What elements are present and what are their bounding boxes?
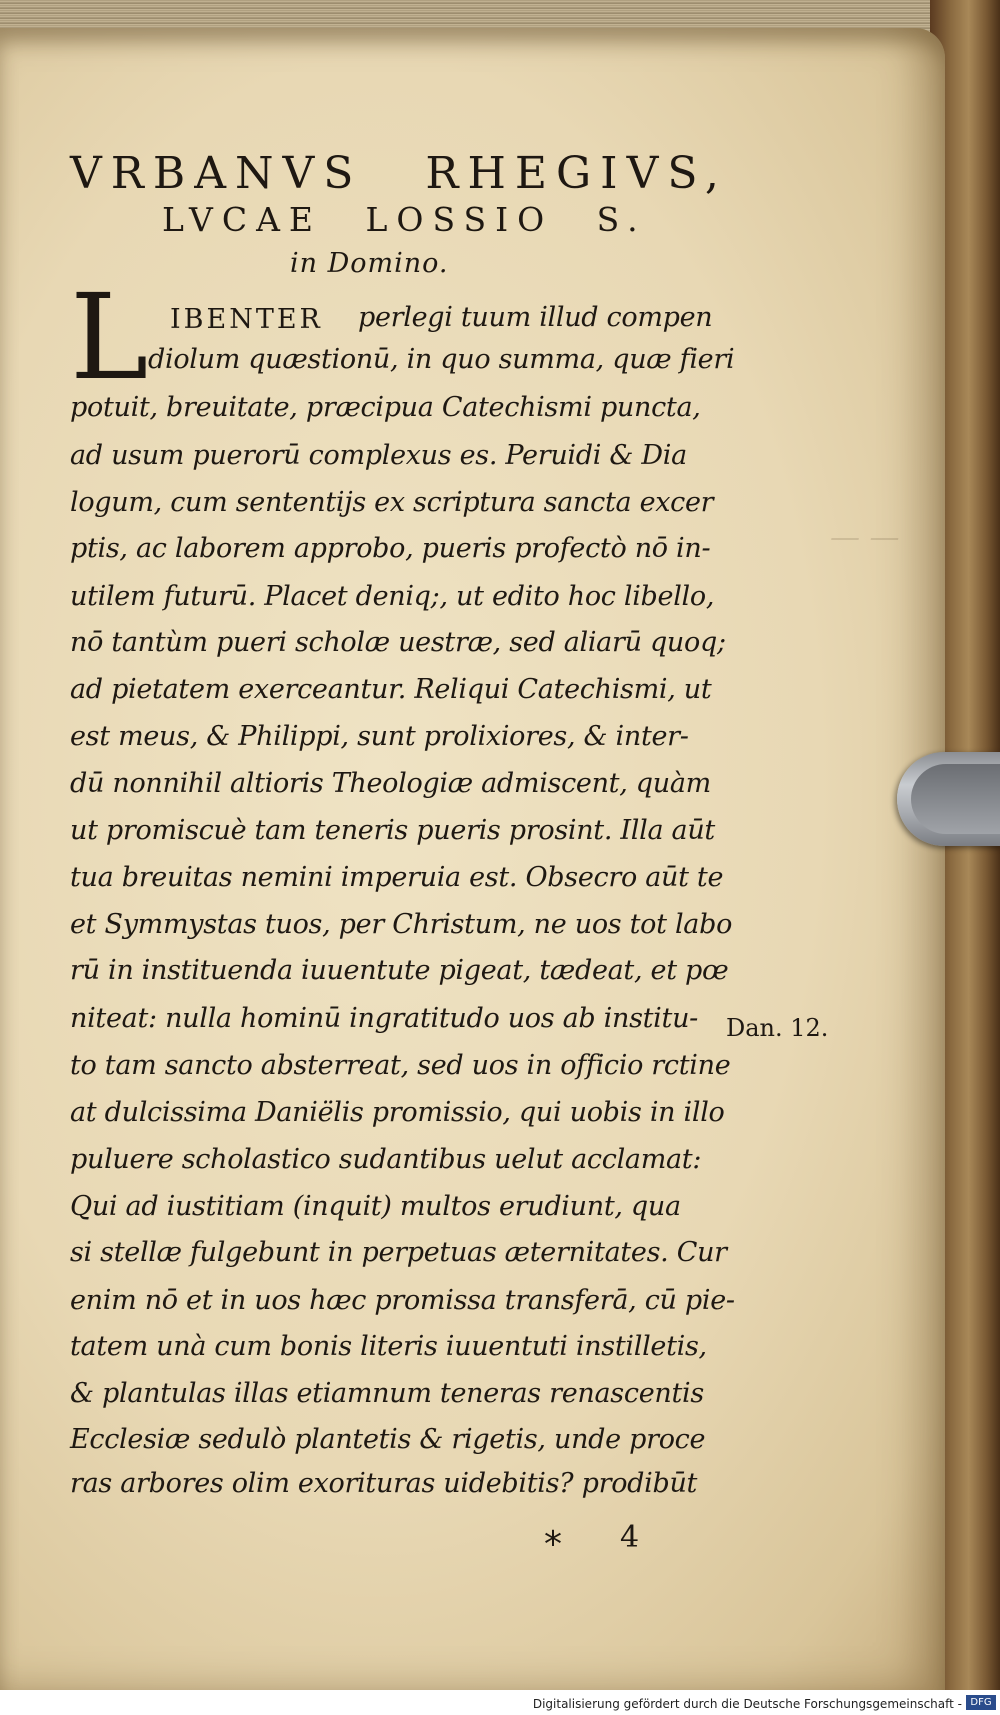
bleed-through-mark: — — [830,520,900,555]
text-line: est meus, & Philippi, sunt prolixiores, & inter- [70,721,689,752]
text-line: niteat: nulla hominū ingratitudo uos ab institu- [70,1003,698,1034]
text-line: ad pietatem exerceantur. Reliqui Catechismi, ut [70,674,712,705]
signature-number: 4 [620,1520,640,1555]
text-line: Qui ad iustitiam (inquit) multos erudiunt, qua [70,1191,681,1222]
text-line: ptis, ac laborem approbo, pueris profectò nō in- [70,533,711,564]
text-line: to tam sancto absterreat, sed uos in officio rctine [70,1050,731,1081]
text-line: tua breuitas nemini imperuia est. Obsecro aūt te [70,862,724,893]
text-line: ad usum puerorū complexus es. Peruidi & Dia [70,440,687,471]
dfg-logo: DFG [966,1695,996,1710]
text-line: & plantulas illas etiamnum teneras renascentis [70,1378,704,1409]
text-line: ras arbores olim exorituras uidebitis? prodibūt [70,1468,698,1499]
text-line: ut promiscuè tam teneris pueris prosint. Illa aūt [70,815,715,846]
text-line: diolum quæstionū, in quo summa, quæ fieri [148,344,735,375]
text-line: potuit, breuitate, præcipua Catechismi puncta, [70,392,701,423]
heading-author: VRBANVS RHEGIVS, [70,148,728,199]
text-line: nō tantùm pueri scholæ uestræ, sed aliarū quoq; [70,627,726,658]
page-clip [897,752,1000,846]
heading-salutation: in Domino. [290,248,449,279]
text-line: dū nonnihil altioris Theologiæ admiscent, quàm [70,768,711,799]
credit-text: Digitalisierung gefördert durch die Deutsche Forschungsgemeinschaft - [532,1697,962,1711]
text-line: at dulcissima Daniëlis promissio, qui uobis in illo [70,1097,725,1128]
text-line: Ecclesiæ sedulò plantetis & rigetis, unde proce [70,1424,706,1455]
text-line: tatem unà cum bonis literis iuuentuti instilletis, [70,1331,707,1362]
text-line: si stellæ fulgebunt in perpetuas æternitates. Cur [70,1237,727,1268]
text-line: et Symmystas tuos, per Christum, ne uos tot labo [70,909,733,940]
text-line: perlegi tuum illud compen [358,302,713,333]
signature-star: * [544,1524,562,1565]
text-line: enim nō et in uos hæc promissa transferā, cū pie- [70,1285,735,1316]
margin-note: Dan. 12. [726,1014,829,1042]
heading-recipient: LVCAE LOSSIO S. [162,200,647,239]
drop-cap-initial: L [70,268,149,406]
text-line: utilem futurū. Placet deniq;, ut edito hoc libello, [70,581,715,612]
text-line: rū in instituenda iuuentute pigeat, tædeat, et pœ [70,955,729,986]
text-line: puluere scholastico sudantibus uelut acclamat: [70,1144,702,1175]
first-word-caps: IBENTER [170,304,323,335]
text-line: logum, cum sententijs ex scriptura sancta excer [70,487,714,518]
